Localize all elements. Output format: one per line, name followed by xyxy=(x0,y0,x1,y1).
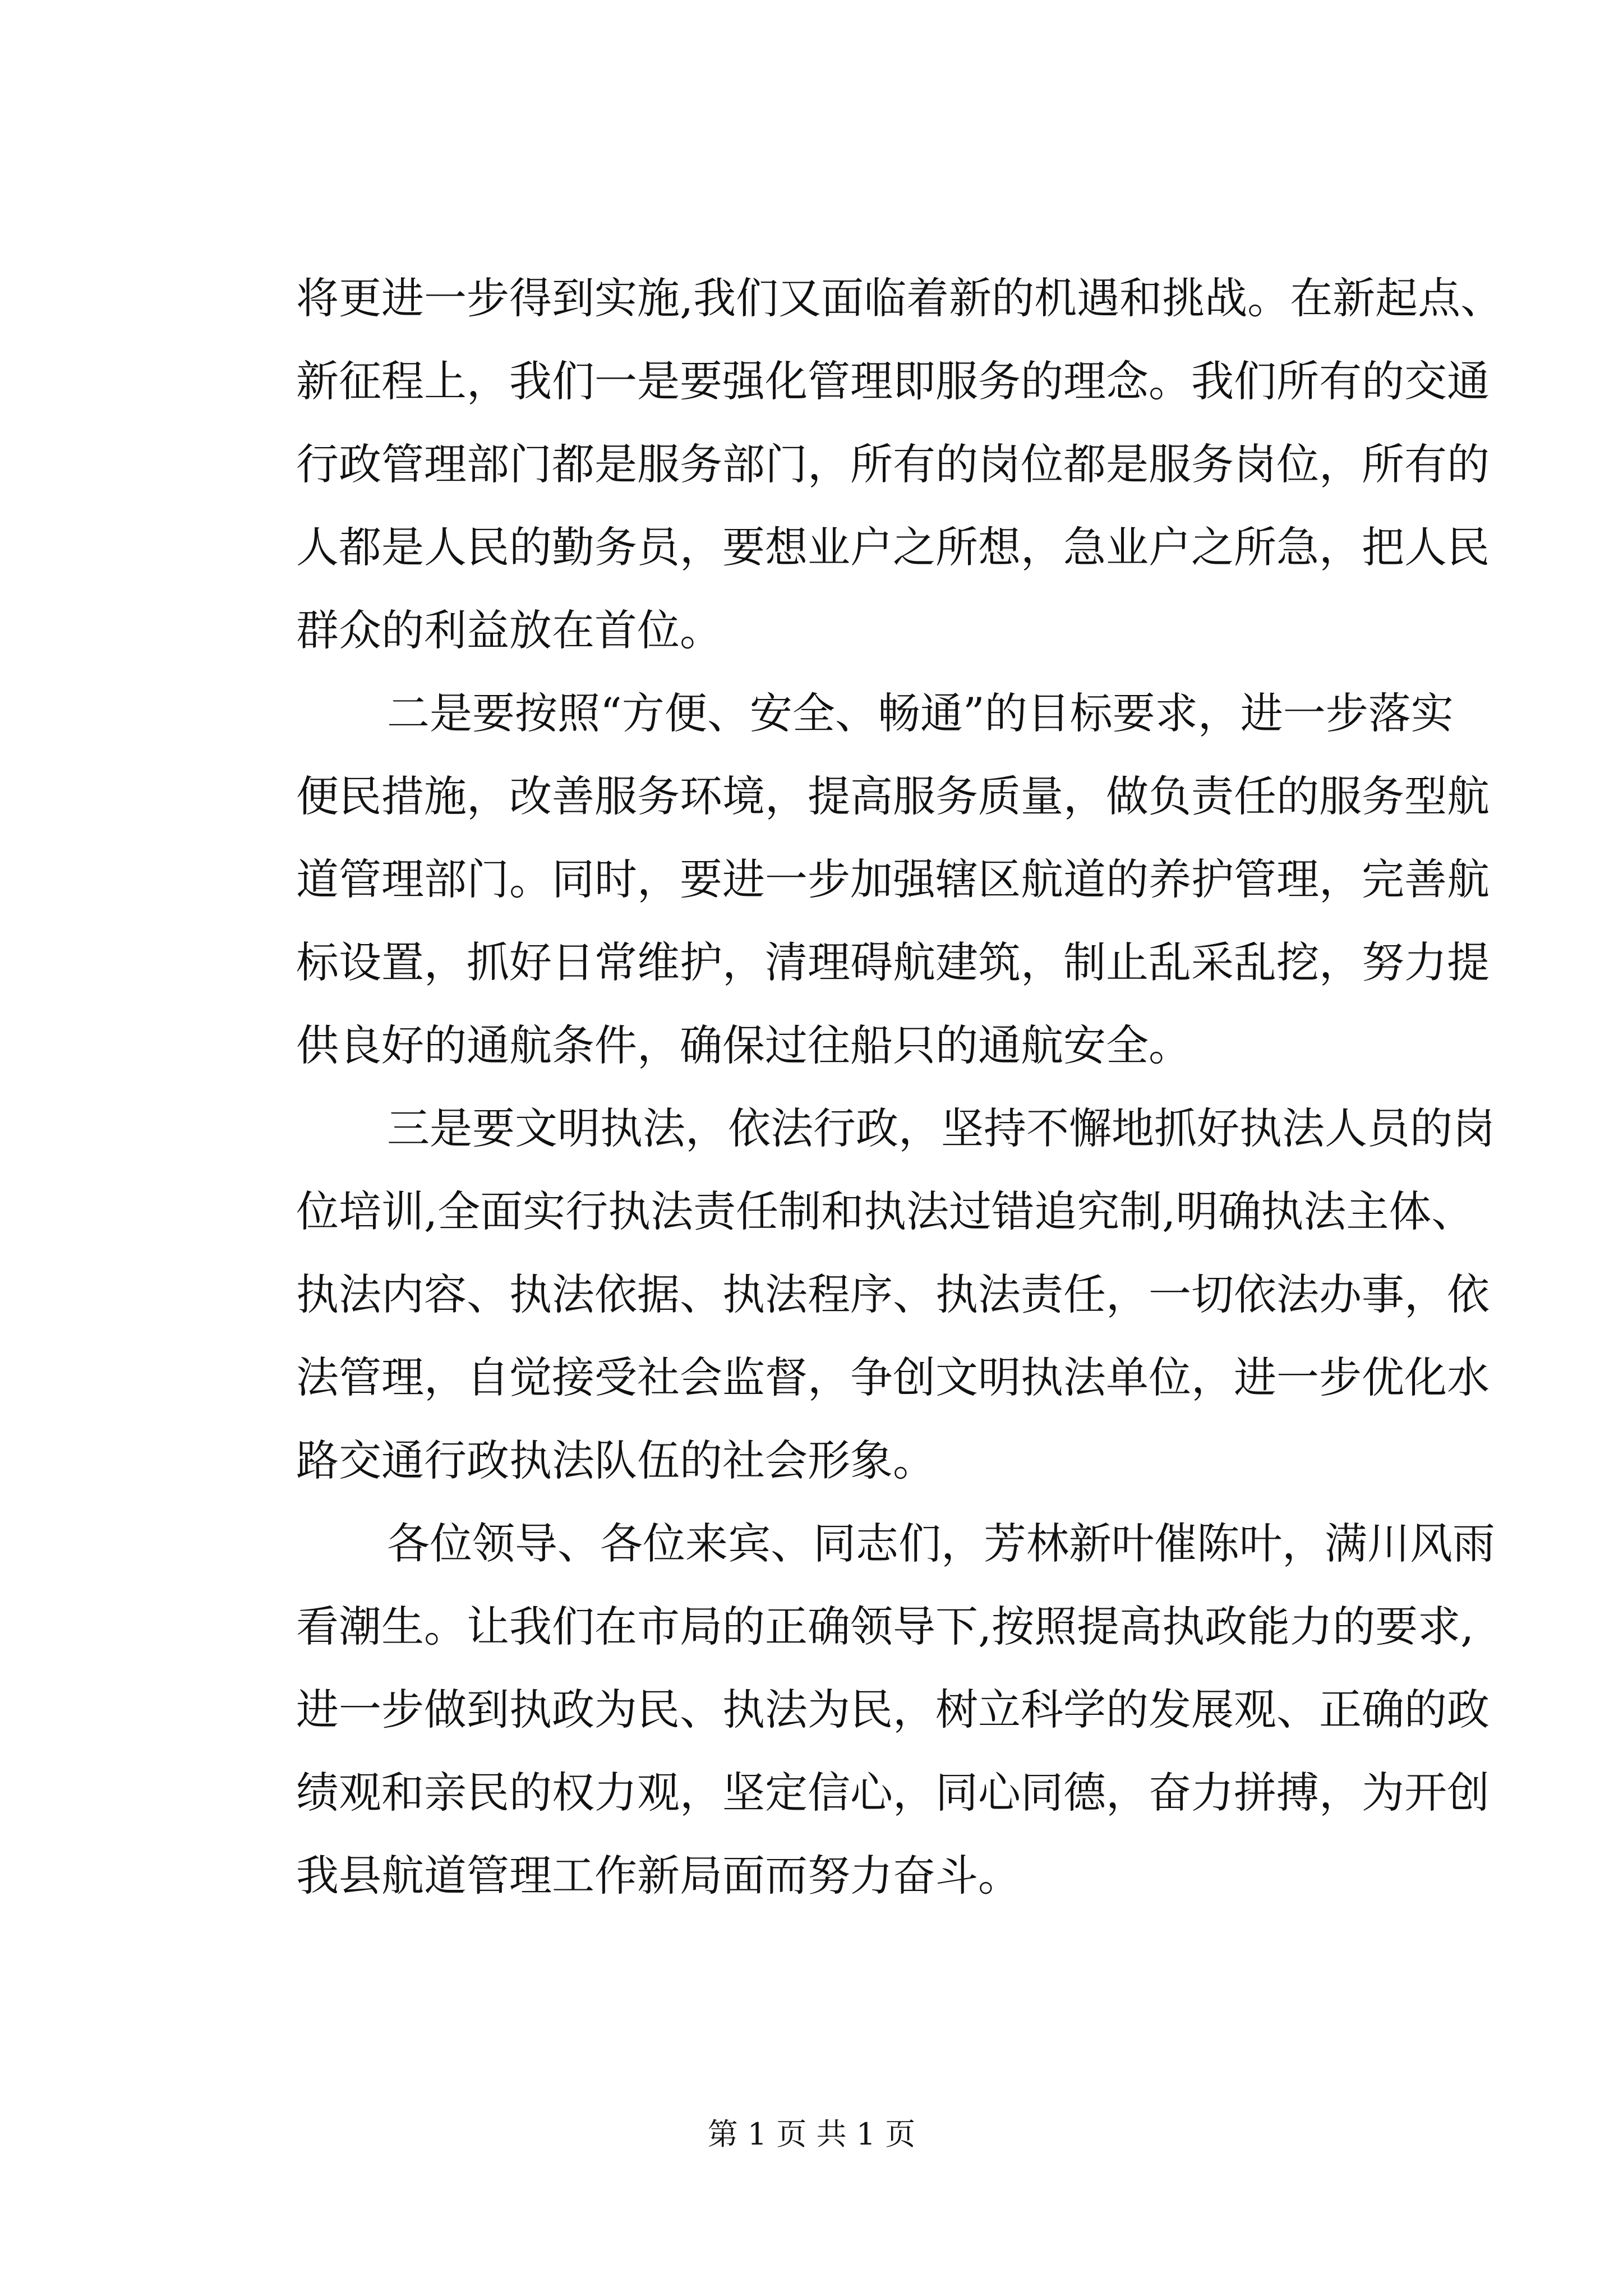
text-line: 各位领导、各位来宾、同志们，芳林新叶催陈叶，满川风雨 xyxy=(387,1519,1495,1568)
text-line: 道管理部门。同时，要进一步加强辖区航道的养护管理，完善航 xyxy=(296,854,1490,904)
text-line: 路交通行政执法队伍的社会形象。 xyxy=(296,1435,935,1485)
text-line: 供良好的通航条件，确保过往船只的通航安全。 xyxy=(296,1020,1191,1070)
text-line: 执法内容、执法依据、执法程序、执法责任，一切依法办事，依 xyxy=(296,1269,1490,1319)
page-footer xyxy=(0,2115,1623,2154)
text-line: 三是要文明执法，依法行政，坚持不懈地抓好执法人员的岗 xyxy=(387,1103,1495,1153)
text-line: 位培训,全面实行执法责任制和执法过错追究制,明确执法主体、 xyxy=(296,1186,1474,1236)
text-line: 看潮生。让我们在市局的正确领导下,按照提高执政能力的要求, xyxy=(296,1602,1474,1651)
text-line: 标设置，抓好日常维护，清理碍航建筑，制止乱采乱挖，努力提 xyxy=(296,937,1490,987)
text-line: 将更进一步得到实施,我们又面临着新的机遇和挑战。在新起点、 xyxy=(296,273,1504,323)
page-number-label: 第 1 页 共 1 页 xyxy=(707,2116,916,2152)
text-line: 便民措施，改善服务环境，提高服务质量，做负责任的服务型航 xyxy=(296,771,1490,821)
text-line: 群众的利益放在首位。 xyxy=(296,605,722,655)
text-line: 二是要按照“方便、安全、畅通”的目标要求，进一步落实 xyxy=(387,688,1454,738)
text-line: 行政管理部门都是服务部门，所有的岗位都是服务岗位，所有的 xyxy=(296,439,1490,489)
paragraph-1 xyxy=(296,257,1504,672)
document-body xyxy=(296,257,1504,1917)
text-line: 绩观和亲民的权力观，坚定信心，同心同德，奋力拼搏，为开创 xyxy=(296,1768,1490,1818)
paragraph-3 xyxy=(296,1087,1495,1502)
paragraph-2 xyxy=(296,672,1490,1087)
text-line: 人都是人民的勤务员，要想业户之所想，急业户之所急，把人民 xyxy=(296,522,1490,572)
text-line: 法管理，自觉接受社会监督，争创文明执法单位，进一步优化水 xyxy=(296,1352,1490,1402)
text-line: 新征程上，我们一是要强化管理即服务的理念。我们所有的交通 xyxy=(296,356,1490,406)
text-line: 我县航道管理工作新局面而努力奋斗。 xyxy=(296,1851,1021,1901)
text-line: 进一步做到执政为民、执法为民，树立科学的发展观、正确的政 xyxy=(296,1685,1490,1734)
paragraph-4 xyxy=(296,1502,1495,1917)
